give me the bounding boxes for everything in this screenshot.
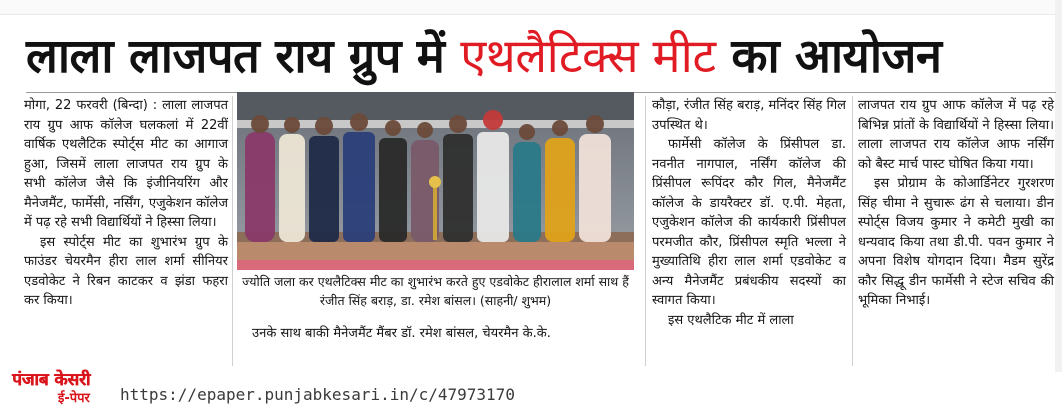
- column-1-paragraph: इस स्पोर्ट्स मीट का शुभारंभ ग्रुप के फाउंडर चेयरमैन हीरा लाल शर्मा सीनियर एडवोकेट ने रिबन काटकर व झंडा फहरा कर किया।: [24, 234, 228, 308]
- headline-highlight: एथलैटिक्स मीट: [460, 29, 716, 84]
- column-separator: [852, 96, 853, 366]
- logo-subtitle: ई-पेपर: [58, 391, 90, 406]
- photo-below-text: उनके साथ बाकी मैनेजमैंट मैंबर डॉ. रमेश बांसल, चेयरमैन के.के.: [252, 326, 551, 341]
- right-edge-strip: [1055, 0, 1062, 418]
- column-3-paragraph: इस प्रोग्राम के कोआर्डिनेटर गुरशरण सिंह चीमा ने सुचारू ढंग से चलाया। डीन स्पोर्ट्स विजय कुमार ने कमेटी मुखी का धन्यवाद किया तथा डी.पी. पवन कुमार ने अपना विशेष योगदान दिया। मैडम सुरेंद्र कौर सिद्धू डीन फार्मेसी ने स्टेज सचिव की भूमिका निभाई।: [858, 176, 1054, 308]
- column-2-paragraph: इस एथलैटिक मीट में लाला: [668, 312, 794, 328]
- punjab-kesari-logo[interactable]: [12, 369, 116, 415]
- column-2-paragraph: कौड़ा, रंजीत सिंह बराड़, मनिंदर सिंह गिल उपस्थित थे।: [652, 98, 846, 133]
- epaper-link[interactable]: https://epaper.punjabkesari.in/c/47973170: [120, 385, 515, 404]
- column-separator: [645, 96, 646, 366]
- photo-caption: ज्योति जला कर एथलैटिक्स मीट का शुभारंभ करते हुए एडवोकेट हीरालाल शर्मा साथ हैं रंजीत सिंह बराड़, डा. रमेश बांसल। (साहनी/ शुभम): [242, 274, 629, 308]
- headline-part-1: लाला लाजपत राय ग्रुप में: [26, 29, 461, 84]
- article-column-2: [652, 96, 846, 330]
- headline-part-3: का आयोजन: [715, 29, 942, 84]
- logo-title: पंजाब केसरी: [12, 370, 91, 390]
- column-1-paragraph: मोगा, 22 फरवरी (बिन्दा) : लाला लाजपत राय ग्रुप आफ कॉलेज घलकलां में 22वीं वार्षिक एथलैटिक स्पोर्ट्स मीट का आगाज हुआ, जिसमें लाला लाजपत राय ग्रुप के सभी कॉलेज जैसे कि इंजीनियरिंग और मैनेजमैंट, फार्मेसी, नर्सिंग, एजुकेशन कॉलेज में पढ़ रहे सभी विद्यार्थियों ने हिस्सा लिया।: [24, 98, 228, 230]
- article-headline: [26, 24, 1056, 90]
- event-photo: [237, 92, 634, 270]
- article-column-3: [858, 96, 1054, 311]
- column-3-paragraph: लाजपत राय ग्रुप आफ कॉलेज में पढ़ रहे बिभिन्न प्रांतों के विद्यार्थियों ने हिस्सा लिया। लाला लाजपत राय कॉलेज आफ नर्सिंग को बैस्ट मार्च पास्ट घोषित किया गया।: [858, 98, 1054, 172]
- column-2-paragraph: फार्मेसी कॉलेज के प्रिंसीपल डा. नवनीत नागपाल, नर्सिंग कॉलेज की प्रिंसीपल रूपिंदर कौर गिल, मैनेजमैंट कॉलेज के डायरैक्टर डॉ. ए.पी. मेहता, एजुकेशन कॉलेज की कार्यकारी प्रिंसीपल परमजीत कौर, प्रिंसीपल स्मृति भल्ला ने मुख्यातिथि हीरा लाल शर्मा एडवोकेट व अन्य मैनेजमैंट प्रबंधकीय सदस्यों का स्वागत किया।: [652, 137, 846, 308]
- article-column-1: [24, 96, 228, 311]
- top-edge-strip: [0, 0, 1062, 15]
- column-separator: [232, 96, 233, 366]
